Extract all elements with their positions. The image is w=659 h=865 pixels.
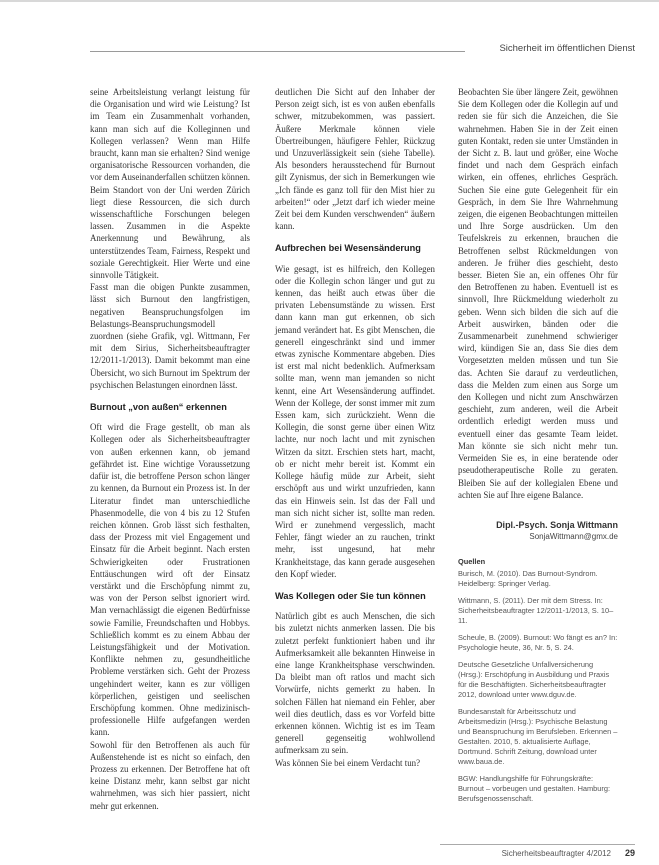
- paragraph: Natürlich gibt es auch Menschen, die sich bis zuletzt nichts anmerken lassen. Die bis zuletzt perfekt funktioniert haben und ihr Aufmerksamkeit alle bekannten Hinweise in eine lange Krankheitsphase verschwinden. Da bleibt man oft ratlos und macht sich Vorwürfe, nichts gemerkt zu haben. In solchen Fällen hat niemand ein Fehler, aber weil dies deutlich, dass es vor Vorfeld bitte erkennen können. Wichtig ist es im Team generell gegenseitig wohlwollend aufmerksam zu sein.: [275, 611, 435, 756]
- paragraph: seine Arbeitsleistung verlangt leistung für die Organisation und wird wie Leistung? Ist im Team ein Zusammenhalt vorhanden, kann man sich auf die Kolleginnen und Kollegen verlassen? Wenn man Hilfe braucht, kann man sie erhalten? Sind wenige organisatorische Ressourcen vorhanden, die vor dem Auseinanderfallen schützen können. Beim Standort von der Uni werden Zürich liegt diese Ressourcen, die sich durch wissenschaftliche Forschungen belegen lassen. Zusammen in die Aspekte Anerkennung und Bewährung, als unterstützendes Team, Fairness, Respekt und soziale Gerechtigkeit. Hier Werte und eine sinnvolle Tätigkeit.: [90, 87, 250, 281]
- page-footer: [440, 844, 635, 858]
- article-column-1: [90, 86, 250, 812]
- reference-item: Deutsche Gesetzliche Unfallversicherung (Hrsg.): Erschöpfung in Ausbildung und Praxis für die Beschäftigten. Sicherheitsbeauftragter 2012, download unter www.dguv.de.: [458, 660, 610, 700]
- paragraph: Was können Sie bei einem Verdacht tun?: [275, 757, 421, 768]
- author-email[interactable]: SonjaWittmann@gmx.de: [529, 532, 618, 542]
- subheading: Aufbrechen bei Wesensänderung: [275, 243, 421, 254]
- paragraph: Oft wird die Frage gestellt, ob man als Kollegen oder als Sicherheitsbeauftragter von außen erkennen kann, ob jemand gefährdet ist. Eine wichtige Voraussetzung dafür ist, die betroffene Person schon länger zu kennen, da Burnout ein Prozess ist. In der Literatur findet man unterschiedliche Phasenmodelle, die von 4 bis zu 12 Stufen reichen können. Grob lässt sich festhalten, dass der Prozess mit viel Engagement und Einsatz für die Arbeit beginnt. Nach ersten Schwierigkeiten oder Frustrationen Enttäuschungen wird oft der Einsatz verstärkt und die Erschöpfung nimmt zu, was von der Person selbst ignoriert wird. Man vernachlässigt die eigenen Bedürfnisse sowie Familie, Freundschaften und Hobbys. Schließlich kommt es zu einem Abbau der Leistungsfähigkeit und der Motivation. Konflikte nehmen zu, gesundheitliche Probleme verstärken sich. Geht der Prozess ungehindert weiter, kann es zur völligen körperlichen, geistigen und seelischen Erschöpfung kommen. Ohne medizinisch-professionelle Hilfe aufgefangen werden kann.: [90, 422, 250, 738]
- reference-item: Burisch, M. (2010). Das Burnout-Syndrom. Heidelberg: Springer Verlag.: [458, 569, 598, 589]
- page-number: 29: [624, 848, 635, 858]
- paragraph: Wie gesagt, ist es hilfreich, den Kollegen oder die Kollegin schon länger und gut zu kennen, das heißt auch etwas über die privaten Lebensumstände zu wissen. Erst dann kann man gut erkennen, ob sich jemand verändert hat. Es gibt Menschen, die generell eingeschränkt sind und immer etwas zynische Kommentare abgeben. Dies ist erst mal nicht bedenklich. Aufmerksam sollte man, wenn man jemanden so nicht kennt, eine Art Wesensänderung auffindet. Wenn der Kollege, der sonst immer mit zum Essen kam, sich zurückzieht. Wenn die Kollegin, die sonst gerne über einen Witz lachte, nur noch lacht und mit zynischen Witzen da sitzt. Erschien stets hart, macht, ob er nicht mehr bereit ist. Kommt ein Kollege häufig müde zur Arbeit, sieht erschöpft aus und wirkt unzufrieden, kann das ein Hinweis sein. Ist das der Fall und man sich nicht sicher ist, sollte man reden. Wird er zunehmend vergesslich, macht Fehler, fängt wieder an zu rauchen, trinkt mehr, isst ungesund, hat mehr Krankheitstage, das kann gerade ausgesehen den Kopf wieder.: [275, 263, 435, 579]
- section-title: Sicherheit im öffentlichen Dienst: [499, 43, 635, 54]
- reference-item: Scheule, B. (2009). Burnout: Wo fängt es an? In: Psychologie heute, 36, Nr. 5, S. 24.: [458, 633, 618, 653]
- reference-item: Wittmann, S. (2011). Der mit dem Stress. In: Sicherheitsbeauftragter 12/2011-1/2013, S. 10–11.: [458, 596, 614, 626]
- paragraph: Beobachten Sie über längere Zeit, gewöhnen Sie dem Kollegen oder die Kollegin auf und reden sie für sich die Anzeichen, die Sie wahrnehmen. Haben Sie in der Zeit einen guten Kontakt, reden sie unter Umständen in der Sicht z. B. laut und größer, eine Woche findet und nach dem Gespräch einfach wirken, ein offenes, ehrliches Gespräch. Suchen Sie eine gute Gelegenheit für ein Gespräch, in dem Sie Ihre Wahrnehmung zeigen, die eigenen Beobachtungen mitteilen und Ihre Sorge ausdrücken. Um den Teufelskreis zu erkennen, brauchen die Betroffenen selbst Rückmeldungen von anderen. Je früher dies geschieht, desto besser. Bieten Sie an, ein offenes Ohr für den Betroffenen zu haben. Eventuell ist es sinnvoll, Ihre Rückmeldung wiederholt zu geben. Wenn sich bilden die sich auf die Arbeit auswirken, bänden oder die Zusammenarbeit zunehmend schwieriger wird, kündigen Sie an, dass Sie dies dem Vorgesetzten melden müssen und tun Sie das. Achten Sie darauf zu verdeutlichen, dass die Melden zum einen aus Sorge um den Kollegen und nicht zum Anschwärzen geschieht, zum anderen, weil die Arbeit ordentlich erledigt werden muss und eventuell einer das gesamte Team leidet. Man könnte sie sich nicht mehr tun. Vermeiden Sie es, in eine beratende oder pseudotherapeutische Rolle zu geraten. Bleiben Sie auf der kollegialen Ebene und achten Sie auf Ihre eigene Balance.: [458, 87, 618, 500]
- subheading: Was Kollegen oder Sie tun können: [275, 590, 426, 601]
- paragraph: Fasst man die obigen Punkte zusammen, lässt sich Burnout den langfristigen, negativen Beanspruchungsfolgen im Belastungs-Beanspruchungsmodell zuordnen (siehe Grafik, vgl. Wittmann, Fer mit dem Sirius, Sicherheitsbeauftragter 12/2011-1/2013). Damit bekommt man eine Übersicht, wo sich Burnout im Spektrum der psychischen Belastungen einordnen lässt.: [90, 282, 250, 390]
- reference-item: Bundesanstalt für Arbeitsschutz und Arbeitsmedizin (Hrsg.): Psychische Belastung und Beanspruchung im Berufsleben. Erkennen – Gestalten. 2010, 5. aktualisierte Auflage, Dortmund. Schrift Zeitung, download unter www.baua.de.: [458, 707, 618, 767]
- running-header: [90, 44, 635, 52]
- reference-item: BGW: Handlungshilfe für Führungskräfte: Burnout – vorbeugen und gestalten. Hamburg: Berufsgenossenschaft.: [458, 774, 611, 804]
- article-column-3: [458, 86, 618, 811]
- references: [458, 557, 618, 804]
- header-rule: [90, 51, 465, 52]
- author-name: Dipl.-Psych. Sonja Wittmann: [496, 519, 618, 530]
- paragraph: deutlichen Die Sicht auf den Inhaber der Person zeigt sich, ist es von außen ebenfalls schwer, mitzubekommen, was passiert. Äußere Merkmale können viele Übertreibungen, häufigere Fehler, Rückzug und Unzuverlässigkeit sein (siehe Tabelle). Als besonders herausstechend für Burnout gilt Zynismus, der sich in Bemerkungen wie „Ich fände es ganz toll für den Mist hier zu arbeiten!“ oder „Jetzt darf ich wieder meine Zeit bei dem Kunden verschwenden“ äußern kann.: [275, 87, 435, 232]
- subheading: Burnout „von außen“ erkennen: [90, 402, 227, 413]
- publication-name: Sicherheitsbeauftragter 4/2012: [501, 849, 611, 858]
- article-column-2: [275, 86, 435, 769]
- paragraph: Sowohl für den Betroffenen als auch für Außenstehende ist es nicht so einfach, den Prozess zu erkennen. Der Betroffene hat oft keine Distanz mehr, kann selbst gar nicht wahrnehmen, was sich hier passiert, nicht mehr gut erkennen.: [90, 739, 250, 811]
- references-heading: Quellen: [458, 557, 486, 567]
- top-rule: [0, 0, 659, 2]
- author-signature: [458, 519, 618, 543]
